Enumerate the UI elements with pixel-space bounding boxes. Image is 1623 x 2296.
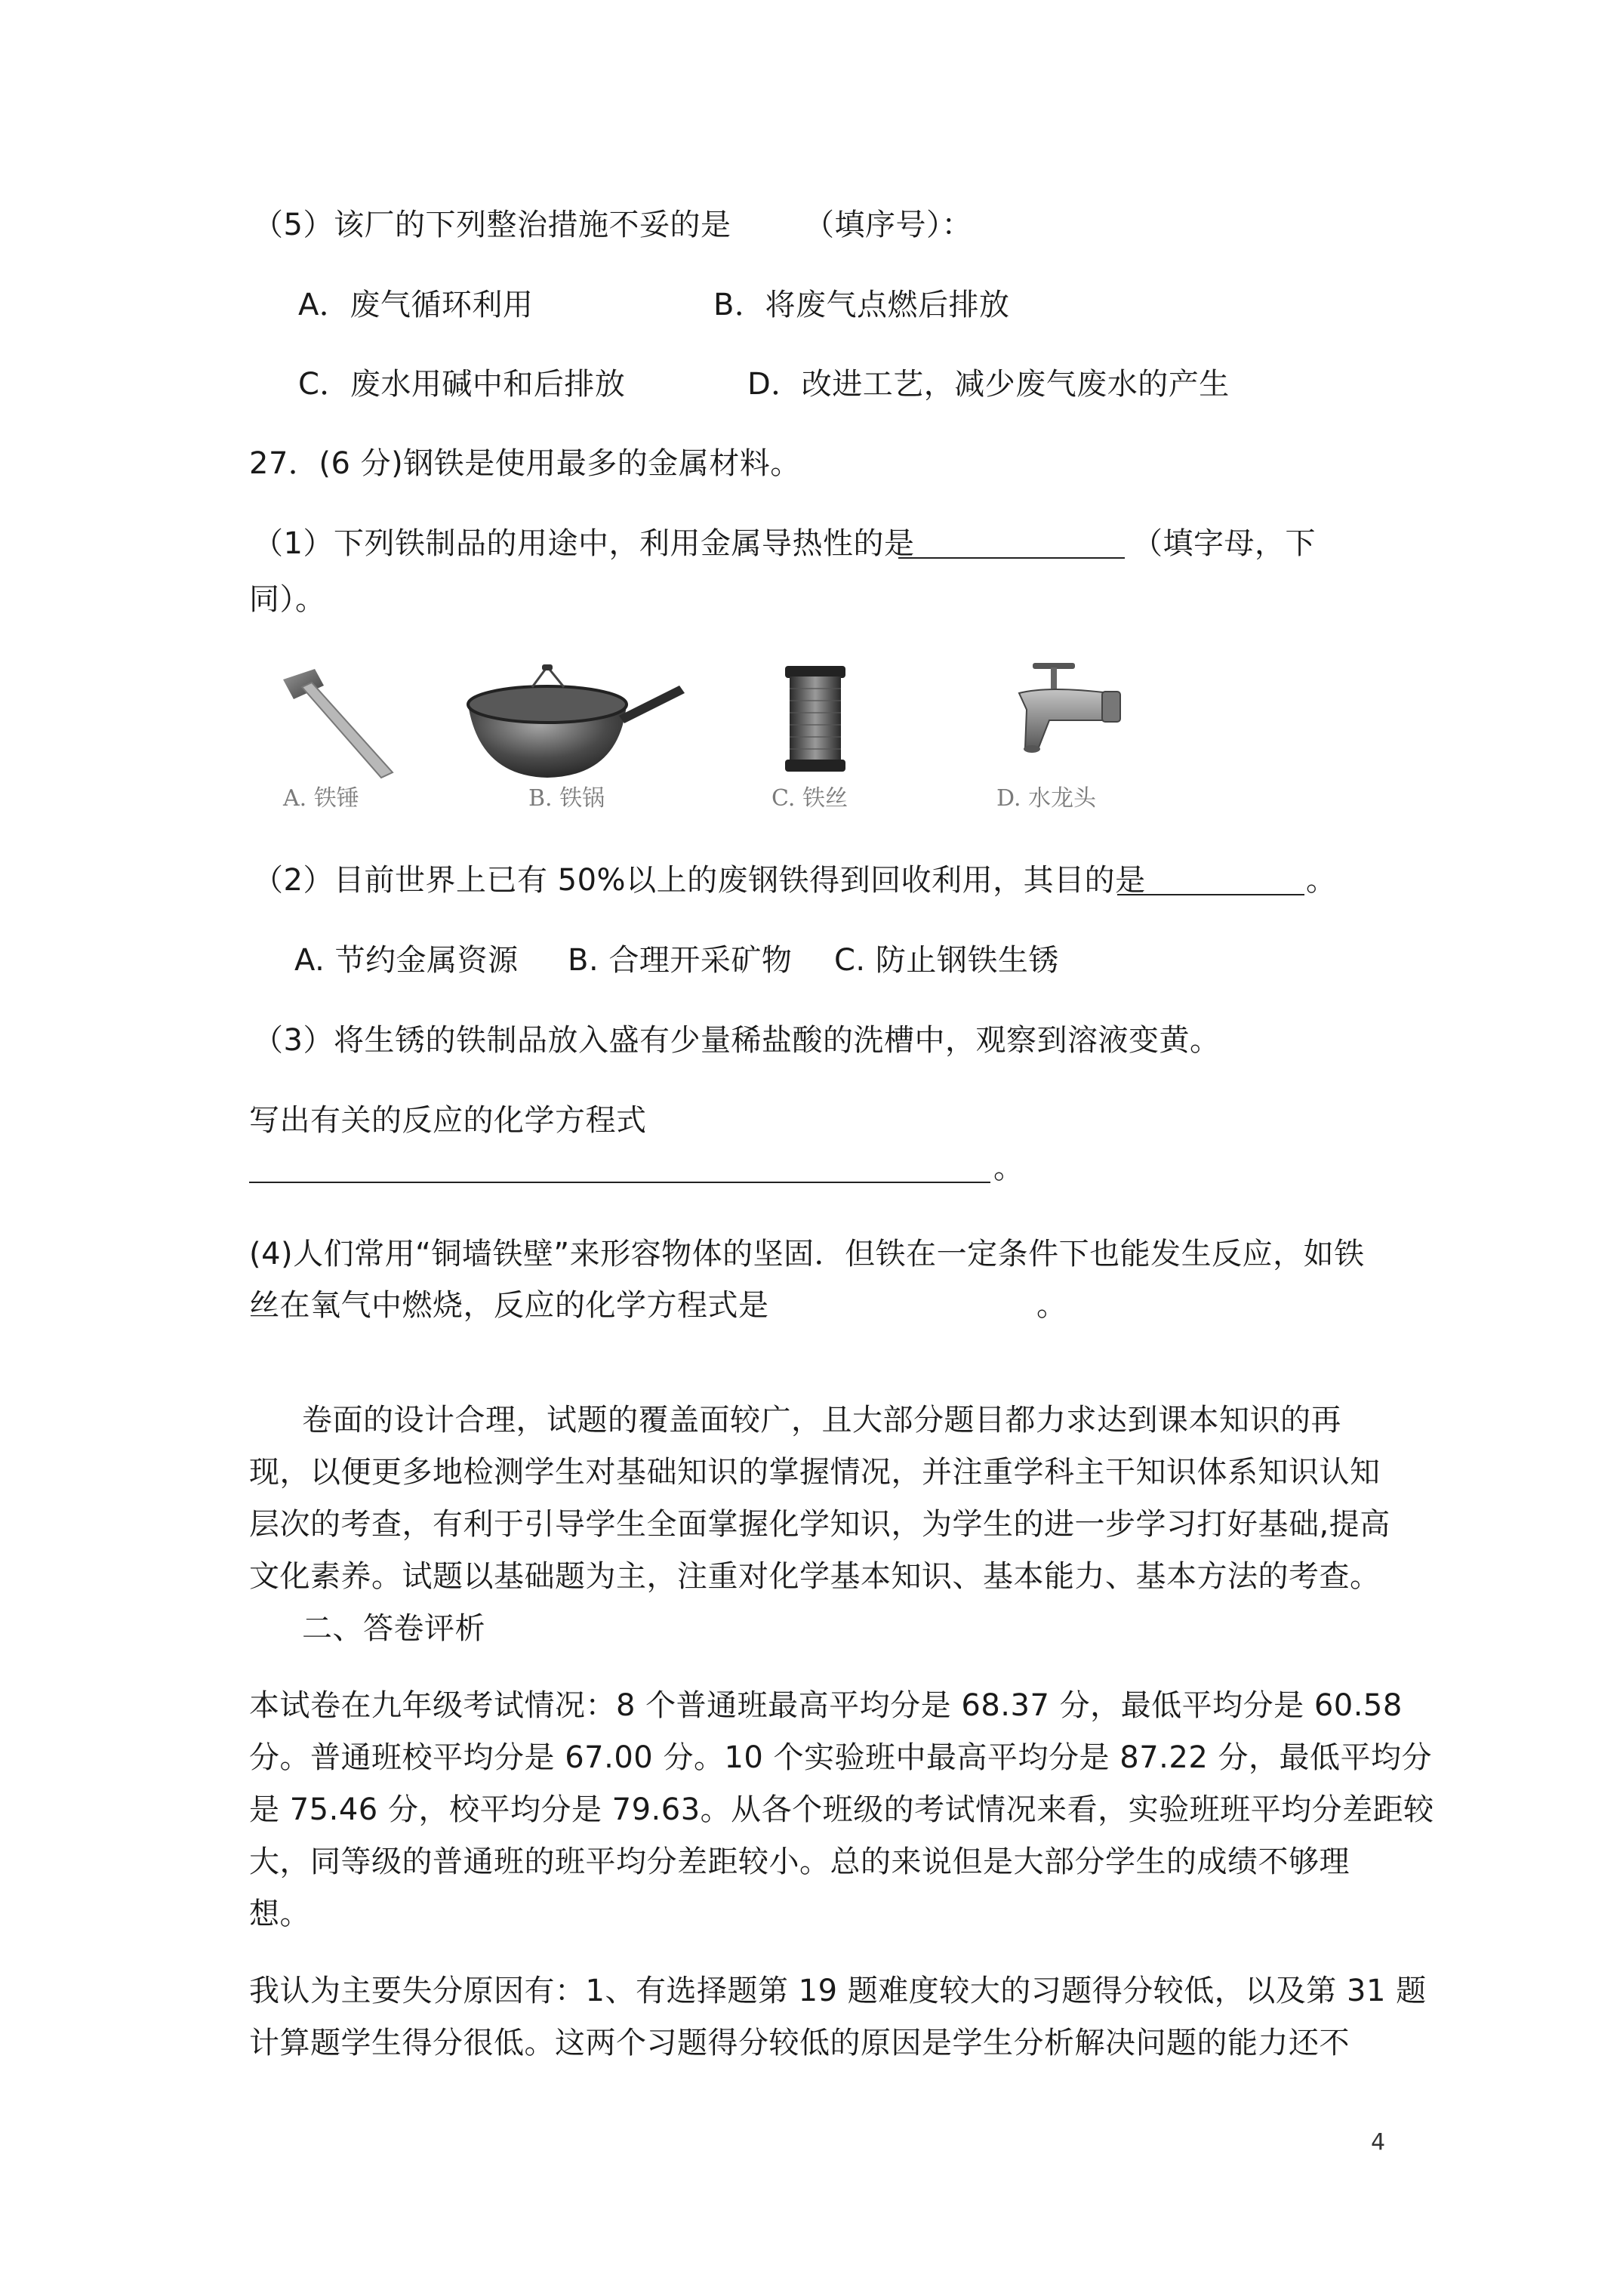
q26-5-option-a: A．废气循环利用 bbox=[298, 288, 534, 322]
analysis-para3-line1: 我认为主要失分原因有：1、有选择题第 19 题难度较大的习题得分较低，以及第 31 题 bbox=[249, 1974, 1427, 2008]
q27-2-answer-blank bbox=[1117, 894, 1304, 895]
q27-3-period: 。 bbox=[993, 1151, 1024, 1185]
q27-1-stem: （1）下列铁制品的用途中，利用金属导热性的是 bbox=[253, 526, 915, 561]
q26-5-stem: （5）该厂的下列整治措施不妥的是 bbox=[253, 208, 731, 242]
q27-1-stem-cont: 同）。 bbox=[249, 582, 326, 617]
q26-5-stem-tail: （填序号）： bbox=[804, 208, 972, 242]
analysis-para1-line3: 层次的考查，有利于引导学生全面掌握化学知识，为学生的进一步学习打好基础,提高 bbox=[249, 1507, 1390, 1542]
q27-2-stem: （2）目前世界上已有 50%以上的废钢铁得到回收利用，其目的是 bbox=[253, 863, 1146, 898]
q27-4-period: 。 bbox=[1036, 1288, 1067, 1323]
analysis-para2-line2: 分。普通班校平均分是 67.00 分。10 个实验班中最高平均分是 87.22 分，最低平均分 bbox=[249, 1740, 1432, 1775]
analysis-para2-line5: 想。 bbox=[249, 1897, 310, 1931]
wire-spool-icon bbox=[778, 658, 853, 779]
figure-d-caption: D. 水龙头 bbox=[996, 785, 1097, 812]
q27-2-option-c: C. 防止钢铁生锈 bbox=[834, 943, 1059, 978]
q27-4-stem: (4)人们常用“铜墙铁壁”来形容物体的坚固．但铁在一定条件下也能发生反应，如铁 bbox=[249, 1237, 1365, 1271]
q26-5-option-c: C．废水用碱中和后排放 bbox=[298, 367, 626, 402]
q26-5-option-b: B．将废气点燃后排放 bbox=[713, 288, 1010, 322]
q27-4-stem-cont: 丝在氧气中燃烧，反应的化学方程式是 bbox=[249, 1288, 769, 1323]
q26-5-option-d: D．改进工艺，减少废气废水的产生 bbox=[747, 367, 1230, 402]
page-number: 4 bbox=[1371, 2129, 1386, 2156]
analysis-para2-line4: 大，同等级的普通班的班平均分差距较小。总的来说但是大部分学生的成绩不够理 bbox=[249, 1845, 1350, 1879]
q27-2-period: 。 bbox=[1306, 863, 1337, 898]
q27-title: 27．(6 分)钢铁是使用最多的金属材料。 bbox=[249, 446, 801, 481]
analysis-para2-line3: 是 75.46 分，校平均分是 79.63。从各个班级的考试情况来看，实验班班平均分差距较 bbox=[249, 1792, 1434, 1827]
q27-3-prompt: 写出有关的反应的化学方程式 bbox=[249, 1103, 647, 1138]
figure-b-caption: B. 铁锅 bbox=[528, 785, 605, 812]
faucet-icon bbox=[1004, 657, 1129, 778]
analysis-para1-line4: 文化素养。试题以基础题为主，注重对化学基本知识、基本能力、基本方法的考查。 bbox=[249, 1559, 1381, 1594]
q27-1-stem-tail: （填字母，下 bbox=[1132, 526, 1316, 561]
q27-2-option-a: A. 节约金属资源 bbox=[294, 943, 519, 978]
figure-a-caption: A. 铁锤 bbox=[283, 785, 359, 812]
hammer-icon bbox=[260, 663, 404, 784]
analysis-para3-line2: 计算题学生得分很低。这两个习题得分较低的原因是学生分析解决问题的能力还不 bbox=[249, 2026, 1350, 2060]
section-heading: 二、答卷评析 bbox=[302, 1611, 485, 1646]
q27-3-answer-blank bbox=[249, 1182, 990, 1183]
q27-3-stem: （3）将生锈的铁制品放入盛有少量稀盐酸的洗槽中，观察到溶液变黄。 bbox=[253, 1023, 1221, 1058]
analysis-para1-line2: 现，以便更多地检测学生对基础知识的掌握情况，并注重学科主干知识体系知识认知 bbox=[249, 1455, 1381, 1490]
q27-1-answer-blank bbox=[898, 557, 1125, 559]
figure-c-caption: C. 铁丝 bbox=[771, 785, 848, 812]
wok-icon bbox=[464, 663, 687, 784]
analysis-para1-line1: 卷面的设计合理，试题的覆盖面较广，且大部分题目都力求达到课本知识的再 bbox=[302, 1403, 1341, 1438]
q27-2-option-b: B. 合理开采矿物 bbox=[568, 943, 793, 978]
analysis-para2-line1: 本试卷在九年级考试情况：8 个普通班最高平均分是 68.37 分，最低平均分是 60.58 bbox=[249, 1688, 1403, 1723]
